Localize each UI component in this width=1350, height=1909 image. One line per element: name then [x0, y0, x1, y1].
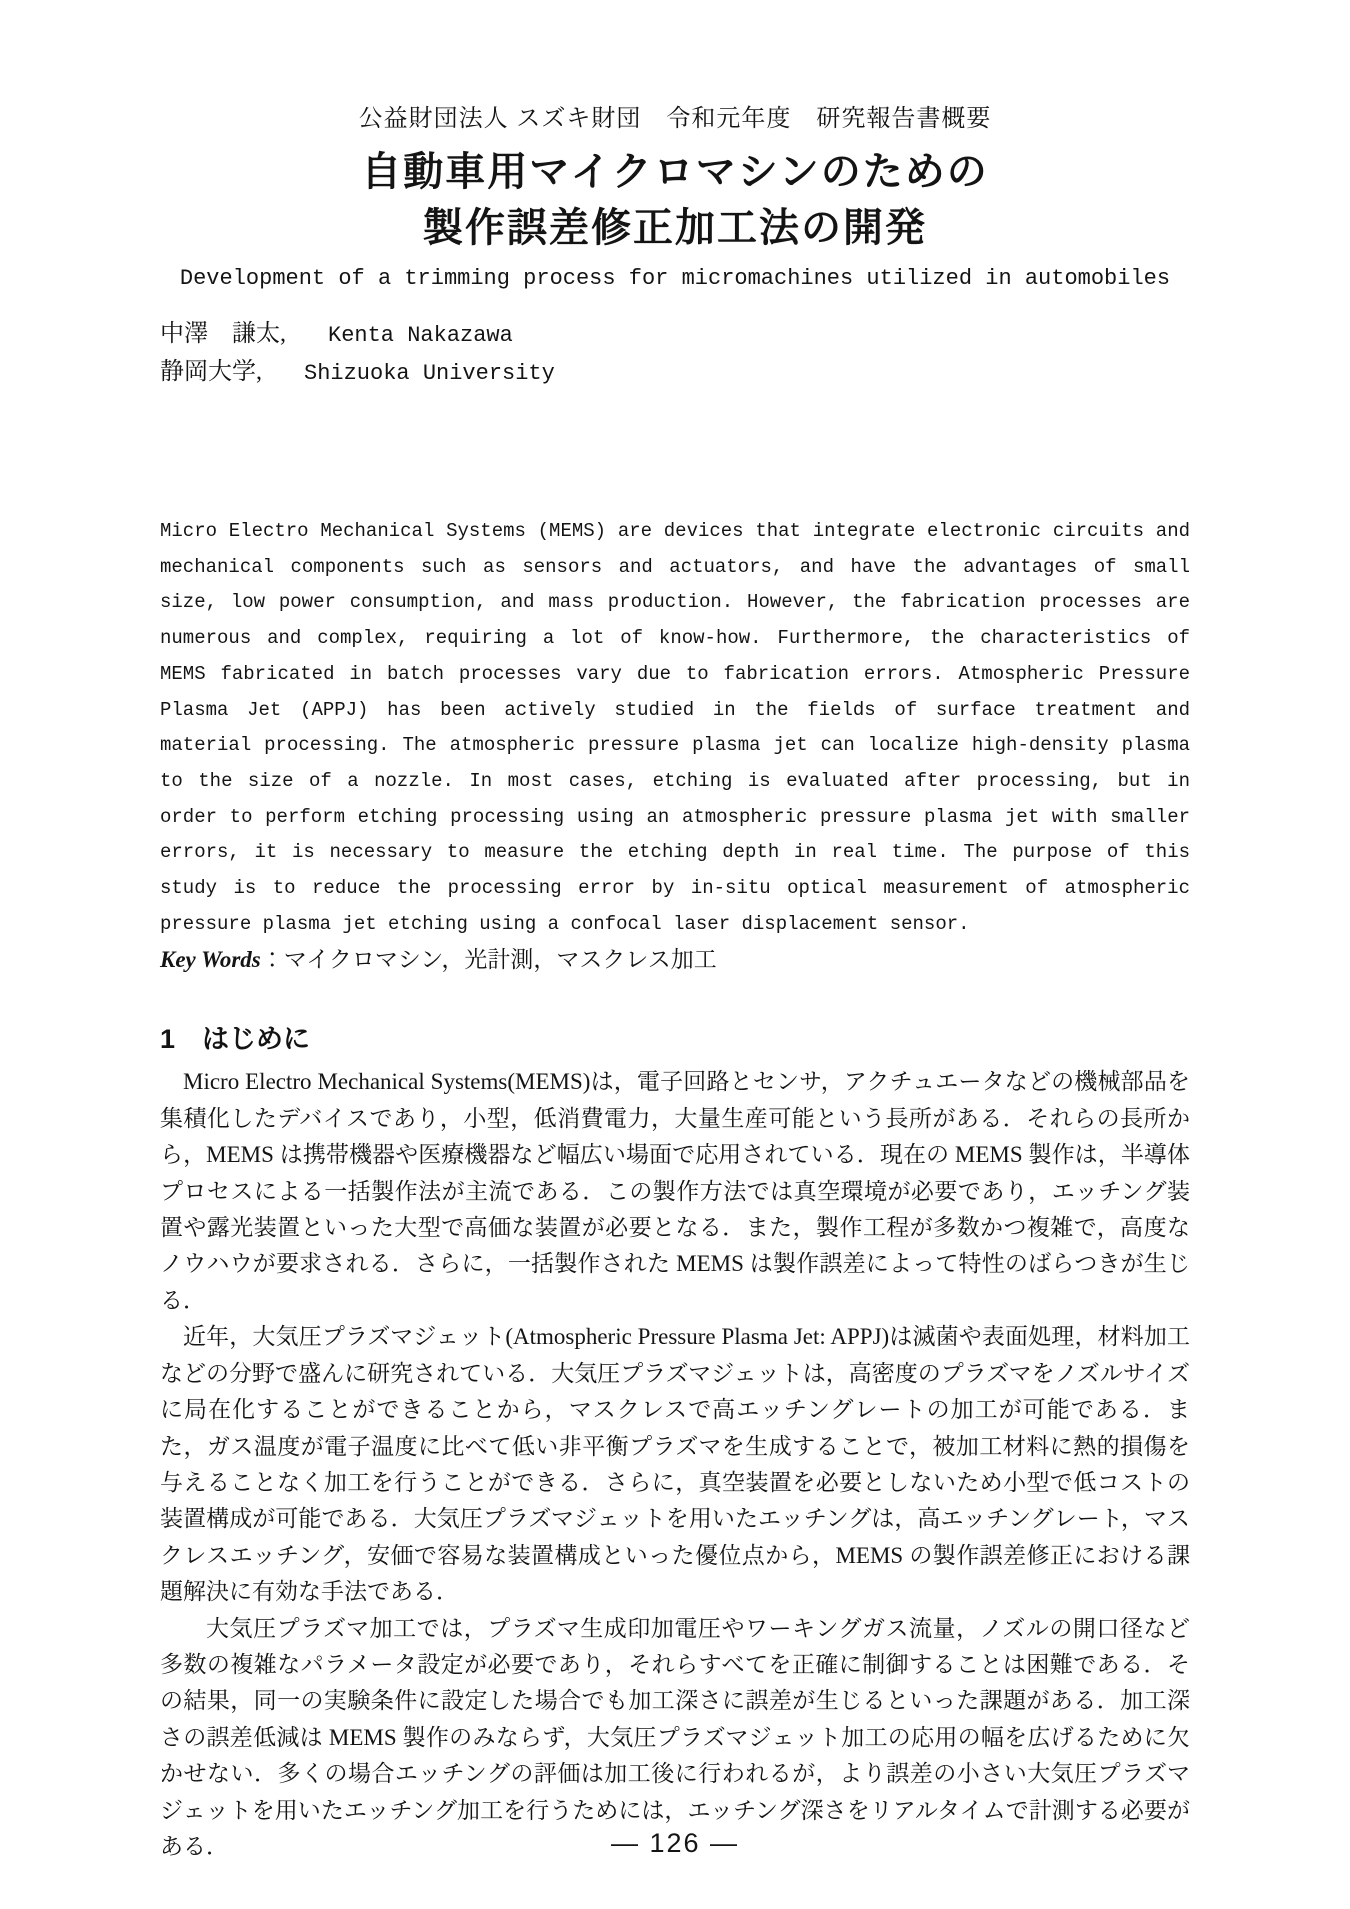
report-series-header: 公益財団法人 スズキ財団 令和元年度 研究報告書概要 [358, 105, 992, 132]
section-1-paragraph-1: Micro Electro Mechanical Systems(MEMS)は，電子回路とセンサ，アクチュエータなどの機械部品を集積化したデバイスであり，小型，低消費電力，大量生産可能という長所がある．それらの長所から，MEMS は携帯機器や医療機器など幅広い場面で応用されている．現在の MEMS 製作は，半導体プロセスによる一括製作法が主流である．この製作方法では真空環境が必要であり，エッチング装置や露光装置といった大型で高価な装置が必要となる．また，製作工程が多数かつ複雑で，高度なノウハウが要求される．さらに，一括製作された MEMS は製作誤差によって特性のばらつきが生じる． [160, 1069, 1190, 1313]
author-name-english: Kenta Nakazawa [328, 323, 513, 348]
author-name-japanese: 中澤 謙太, [160, 321, 286, 347]
keywords-list: ：マイクロマシン，光計測，マスクレス加工 [260, 947, 717, 973]
author-block [160, 316, 1190, 392]
section-1-heading: 1 はじめに [160, 1024, 311, 1055]
abstract-paragraph: Micro Electro Mechanical Systems (MEMS) are devices that integrate electronic circuits and mechanical components such as sensors and actuators, and have the advantages of small size, low power consumption, and mass production. However, the fabrication processes are numerous and complex, requiring a lot of know-how. Furthermore, the characteristics of MEMS fabricated in batch processes vary due to fabrication errors. Atmospheric Pressure Plasma Jet (APPJ) has been actively studied in the fields of surface treatment and material processing. The atmospheric pressure plasma jet can localize high-density plasma to the size of a nozzle. In most cases, etching is evaluated after processing, but in order to perform etching processing using an atmospheric pressure plasma jet with smaller errors, it is necessary to measure the etching depth in real time. The purpose of this study is to reduce the processing error by in-situ optical measurement of atmospheric pressure plasma jet etching using a confocal laser displacement sensor. [160, 520, 1190, 935]
author-line [160, 316, 1190, 354]
title-japanese-line2: 製作誤差修正加工法の開発 [423, 206, 927, 250]
affiliation-japanese: 静岡大学, [160, 359, 262, 385]
page-number: ― 126 ― [610, 1828, 740, 1858]
section-1-paragraph-3: 大気圧プラズマ加工では，プラズマ生成印加電圧やワーキングガス流量，ノズルの開口径など多数の複雑なパラメータ設定が必要であり，それらすべてを正確に制御することは困難である．その結果，同一の実験条件に設定した場合でも加工深さに誤差が生じるといった課題がある．加工深さの誤差低減は MEMS 製作のみならず，大気圧プラズマジェット加工の応用の幅を広げるために欠かせない．多くの場合エッチングの評価は加工後に行われるが，より誤差の小さい大気圧プラズマジェットを用いたエッチング加工を行うためには，エッチング深さをリアルタイムで計測する必要がある． [160, 1615, 1190, 1859]
section-1-paragraph-2: 近年，大気圧プラズマジェット(Atmospheric Pressure Plasma Jet: APPJ)は滅菌や表面処理，材料加工などの分野で盛んに研究されている．大気圧プラズマジェットは，高密度のプラズマをノズルサイズに局在化することができることから，マスクレスで高エッチングレートの加工が可能である．また，ガス温度が電子温度に比べて低い非平衡プラズマを生成することで，被加工材料に熱的損傷を与えることなく加工を行うことができる．さらに，真空装置を必要としないため小型で低コストの装置構成が可能である．大気圧プラズマジェットを用いたエッチングは，高エッチングレート，マスクレスエッチング，安価で容易な装置構成といった優位点から，MEMS の製作誤差修正における課題解決に有効な手法である． [160, 1324, 1190, 1605]
keywords-label: Key Words [160, 947, 261, 973]
title-english: Development of a trimming process for micromachines utilized in automobiles [179, 266, 1171, 291]
affiliation-english: Shizuoka University [304, 361, 555, 386]
affiliation-line [160, 354, 1190, 392]
title-japanese-line1: 自動車用マイクロマシンのための [361, 150, 989, 194]
keywords-line [160, 942, 1190, 978]
